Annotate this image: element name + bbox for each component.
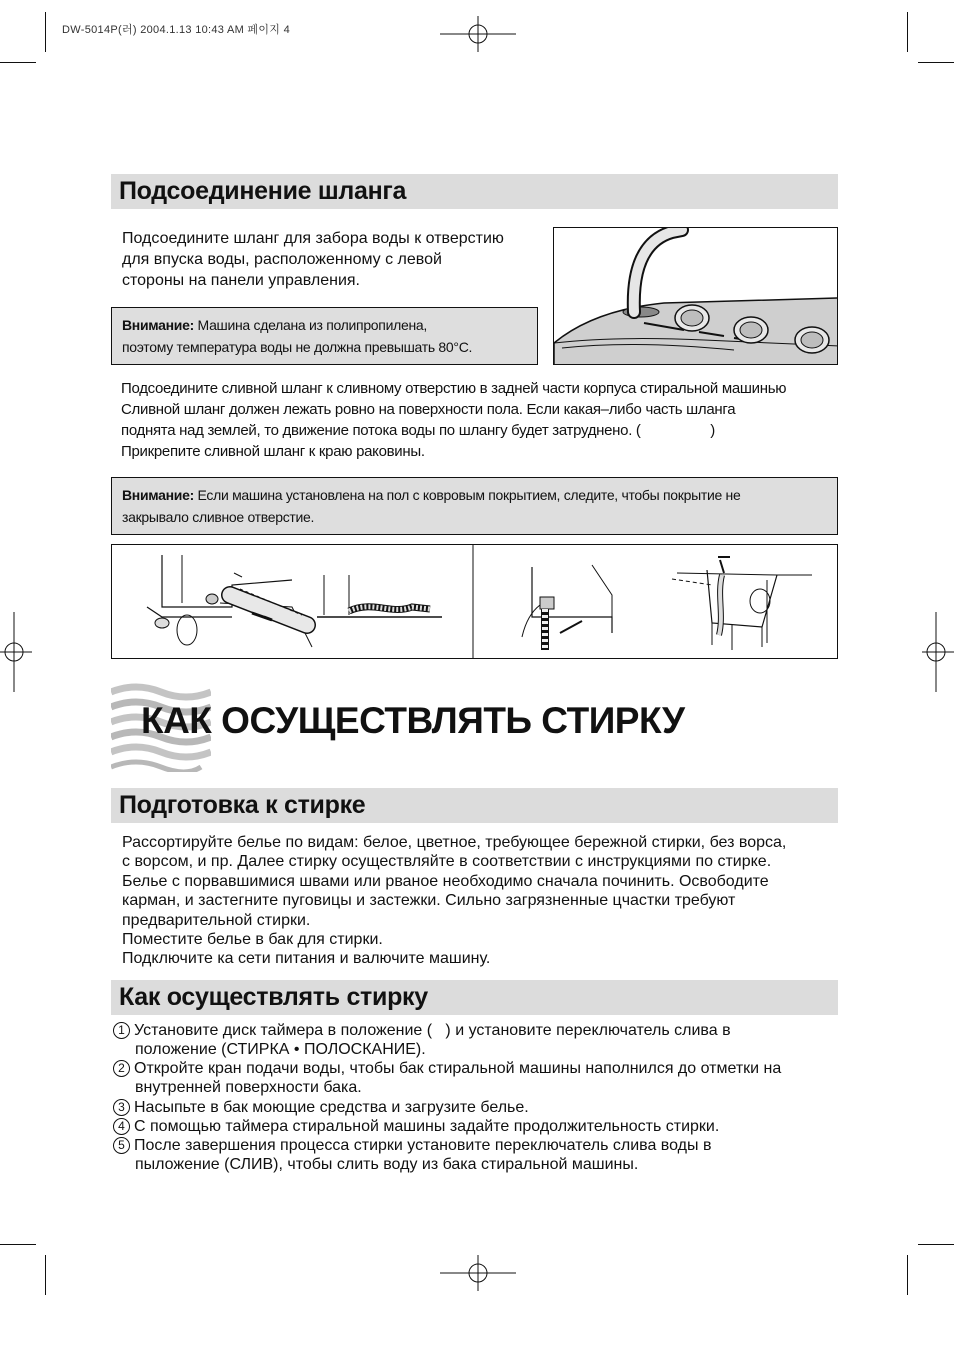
step-number: 5 [113,1137,130,1154]
text-line: Белье с порвавшимися швами или рваное необходимо сначала починить. Освободите [122,872,769,890]
caution-label: Внимание: [122,317,194,333]
section-title-text: Подготовка к стирке [119,791,366,819]
text-line: для впуска воды, расположенному с левой [122,251,442,268]
step-item [113,1059,843,1097]
section-title-hose [111,174,838,209]
text-line: Сливной шланг должен лежать ровно на поверхности пола. Если какая–либо часть шланга [121,401,736,418]
crop-mark [45,12,46,52]
caution-text: Машина сделана из полипропилена, [197,317,427,333]
step-item [113,1136,843,1174]
crop-mark [0,1244,36,1245]
caution-text: поэтому температура воды не должна превышать 80°С. [122,339,473,355]
registration-mark-icon [0,612,32,692]
text-line: Рассортируйте белье по видам: белое, цветное, требующее бережной стирки, без ворса, [122,834,787,851]
caution-text: закрывало сливное отверстие. [122,509,315,525]
registration-mark-icon [922,612,954,692]
step-text: После завершения процесса стирки установите переключатель слива воды в [134,1137,712,1154]
step-text: внутренней поверхности бака. [135,1079,362,1096]
step-number: 1 [113,1022,130,1039]
text-line: Подключите ка сети питания и валючите машину. [122,950,491,968]
main-title: КАК ОСУЩЕСТВЛЯТЬ СТИРКУ [141,700,685,741]
step-number: 3 [113,1099,130,1116]
section-title-washing [111,980,838,1015]
text-line: стороны на панели управления. [122,272,360,289]
text-line: поднята над землей, то движение потока воды по шлангу будет затруднено. ( ) [121,422,715,439]
text-line: Подсоедините сливной шланг к сливному отверстию в задней части корпуса стиральной машинью [121,380,787,397]
section-title-preparation [111,788,838,823]
step-text: С помощью таймера стиральной машины задайте продолжительность стирки. [134,1118,720,1135]
caution-label: Внимание: [122,487,194,503]
text-line: карман, и застегните пуговицы и застежки. Сильно загрязненные цчастки требуют [122,892,736,910]
crop-mark [907,12,908,52]
step-text: Установите диск таймера в положение ( ) и установите переключатель слива в [134,1022,731,1039]
crop-mark [918,62,954,63]
text-line: с ворсом, и пр. Далее стирку осуществляйте в соответствии с инструкциями по стирке. [122,853,772,871]
step-text: положение (СТИРКА • ПОЛОСКАНИЕ). [135,1041,426,1058]
step-text: Откройте кран подачи воды, чтобы бак стиральной машины наполнился до отметки на [134,1060,782,1077]
section-title-text: Подсоединение шланга [119,177,407,205]
drain-hose-drawing [112,545,838,659]
caution-note-carpet [111,477,838,535]
step-number: 2 [113,1060,130,1077]
preparation-text [122,833,842,969]
drain-hose-text [121,378,841,462]
drain-hose-illustration [111,544,838,659]
step-item [113,1021,843,1059]
crop-mark [907,1255,908,1295]
step-number: 4 [113,1118,130,1135]
inlet-hose-illustration [553,227,838,365]
inlet-hose-drawing [554,228,838,365]
step-text: Насыпьте в бак моющие средства и загрузите белье. [134,1099,529,1116]
text-line: Поместите белье в бак для стирки. [122,931,383,949]
step-item [113,1098,843,1117]
caution-text: Если машина установлена на пол с ковровым покрытием, следите, чтобы покрытие не [197,487,741,503]
print-header: DW-5014P(러) 2004.1.13 10:43 AM 페이지 4 [62,24,290,36]
crop-mark [918,1244,954,1245]
crop-mark [45,1255,46,1295]
hose-intro-text [122,228,542,291]
step-text: пыложение (СЛИВ), чтобы слить воду из бака стиральной машины. [135,1156,639,1173]
caution-note-temperature [111,307,538,365]
text-line: предварительной стирки. [122,911,311,929]
section-title-text: Как осуществлять стирку [119,983,428,1011]
text-line: Прикрепите сливной шланг к краю раковины. [121,443,425,460]
registration-mark-icon [440,1255,516,1291]
step-item [113,1117,843,1136]
text-line: Подсоедините шланг для забора воды к отверстию [122,230,504,247]
crop-mark [0,62,36,63]
registration-mark-icon [440,16,516,52]
